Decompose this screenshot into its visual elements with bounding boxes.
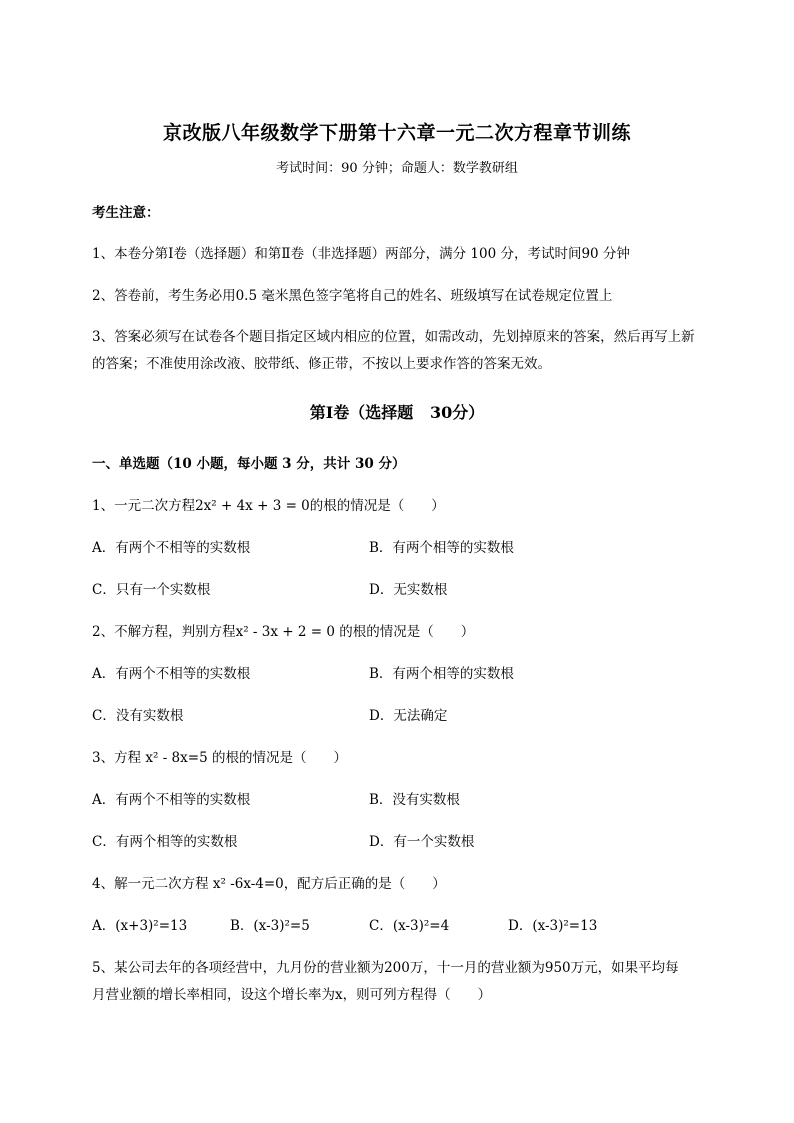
question-3-stem: 3、方程 x² - 8x=5 的根的情况是（ ） xyxy=(92,750,347,766)
question-4-stem: 4、解一元二次方程 x² -6x-4=0，配方后正确的是（ ） xyxy=(92,876,446,892)
notes-item-1: 1、本卷分第Ⅰ卷（选择题）和第Ⅱ卷（非选择题）两部分，满分 100 分，考试时间90 分钟 xyxy=(92,246,630,262)
part-heading: 一、单选题（10 小题，每小题 3 分，共计 30 分） xyxy=(92,456,406,472)
question-2-option-b[interactable]: B．有两个相等的实数根 xyxy=(369,666,514,682)
question-5-stem-line-1: 5、某公司去年的各项经营中，九月份的营业额为200万，十一月的营业额为950万元，如果平均每 xyxy=(92,960,679,976)
question-5-stem-line-2: 月营业额的增长率相同，设这个增长率为x，则可列方程得（ ） xyxy=(92,987,492,1003)
question-2-option-a[interactable]: A．有两个不相等的实数根 xyxy=(92,666,251,682)
question-4-option-b[interactable]: B．(x-3)²=5 xyxy=(230,918,310,934)
question-3-option-d[interactable]: D．有一个实数根 xyxy=(369,834,475,850)
notes-item-3-continued: 的答案；不准使用涂改液、胶带纸、修正带，不按以上要求作答的答案无效。 xyxy=(92,356,551,372)
question-4-option-a[interactable]: A．(x+3)²=13 xyxy=(92,918,188,934)
notes-item-3: 3、答案必须写在试卷各个题目指定区域内相应的位置，如需改动，先划掉原来的答案，然后再写上新 xyxy=(92,329,695,345)
question-3-option-a[interactable]: A．有两个不相等的实数根 xyxy=(92,792,251,808)
exam-info-subtitle: 考试时间：90 分钟；命题人：数学教研组 xyxy=(276,161,518,176)
question-1-option-d[interactable]: D．无实数根 xyxy=(369,582,448,598)
question-2-stem: 2、不解方程，判别方程x² - 3x + 2 = 0 的根的情况是（ ） xyxy=(92,624,475,640)
question-1-stem: 1、一元二次方程2x² + 4x + 3 = 0的根的情况是（ ） xyxy=(92,498,445,514)
notes-heading: 考生注意： xyxy=(92,205,160,221)
page-title: 京改版八年级数学下册第十六章一元二次方程章节训练 xyxy=(162,122,631,144)
question-1-option-b[interactable]: B．有两个相等的实数根 xyxy=(369,540,514,556)
question-2-option-c[interactable]: C．没有实数根 xyxy=(92,708,184,724)
question-4-option-d[interactable]: D．(x-3)²=13 xyxy=(508,918,598,934)
section-title: 第Ⅰ卷（选择题 30分） xyxy=(309,403,485,422)
notes-item-2: 2、答卷前，考生务必用0.5 毫米黑色签字笔将自己的姓名、班级填写在试卷规定位置上 xyxy=(92,288,613,304)
question-2-option-d[interactable]: D．无法确定 xyxy=(369,708,448,724)
question-4-option-c[interactable]: C．(x-3)²=4 xyxy=(369,918,450,934)
question-3-option-c[interactable]: C．有两个相等的实数根 xyxy=(92,834,238,850)
question-1-option-c[interactable]: C．只有一个实数根 xyxy=(92,582,211,598)
question-3-option-b[interactable]: B．没有实数根 xyxy=(369,792,460,808)
question-1-option-a[interactable]: A．有两个不相等的实数根 xyxy=(92,540,251,556)
